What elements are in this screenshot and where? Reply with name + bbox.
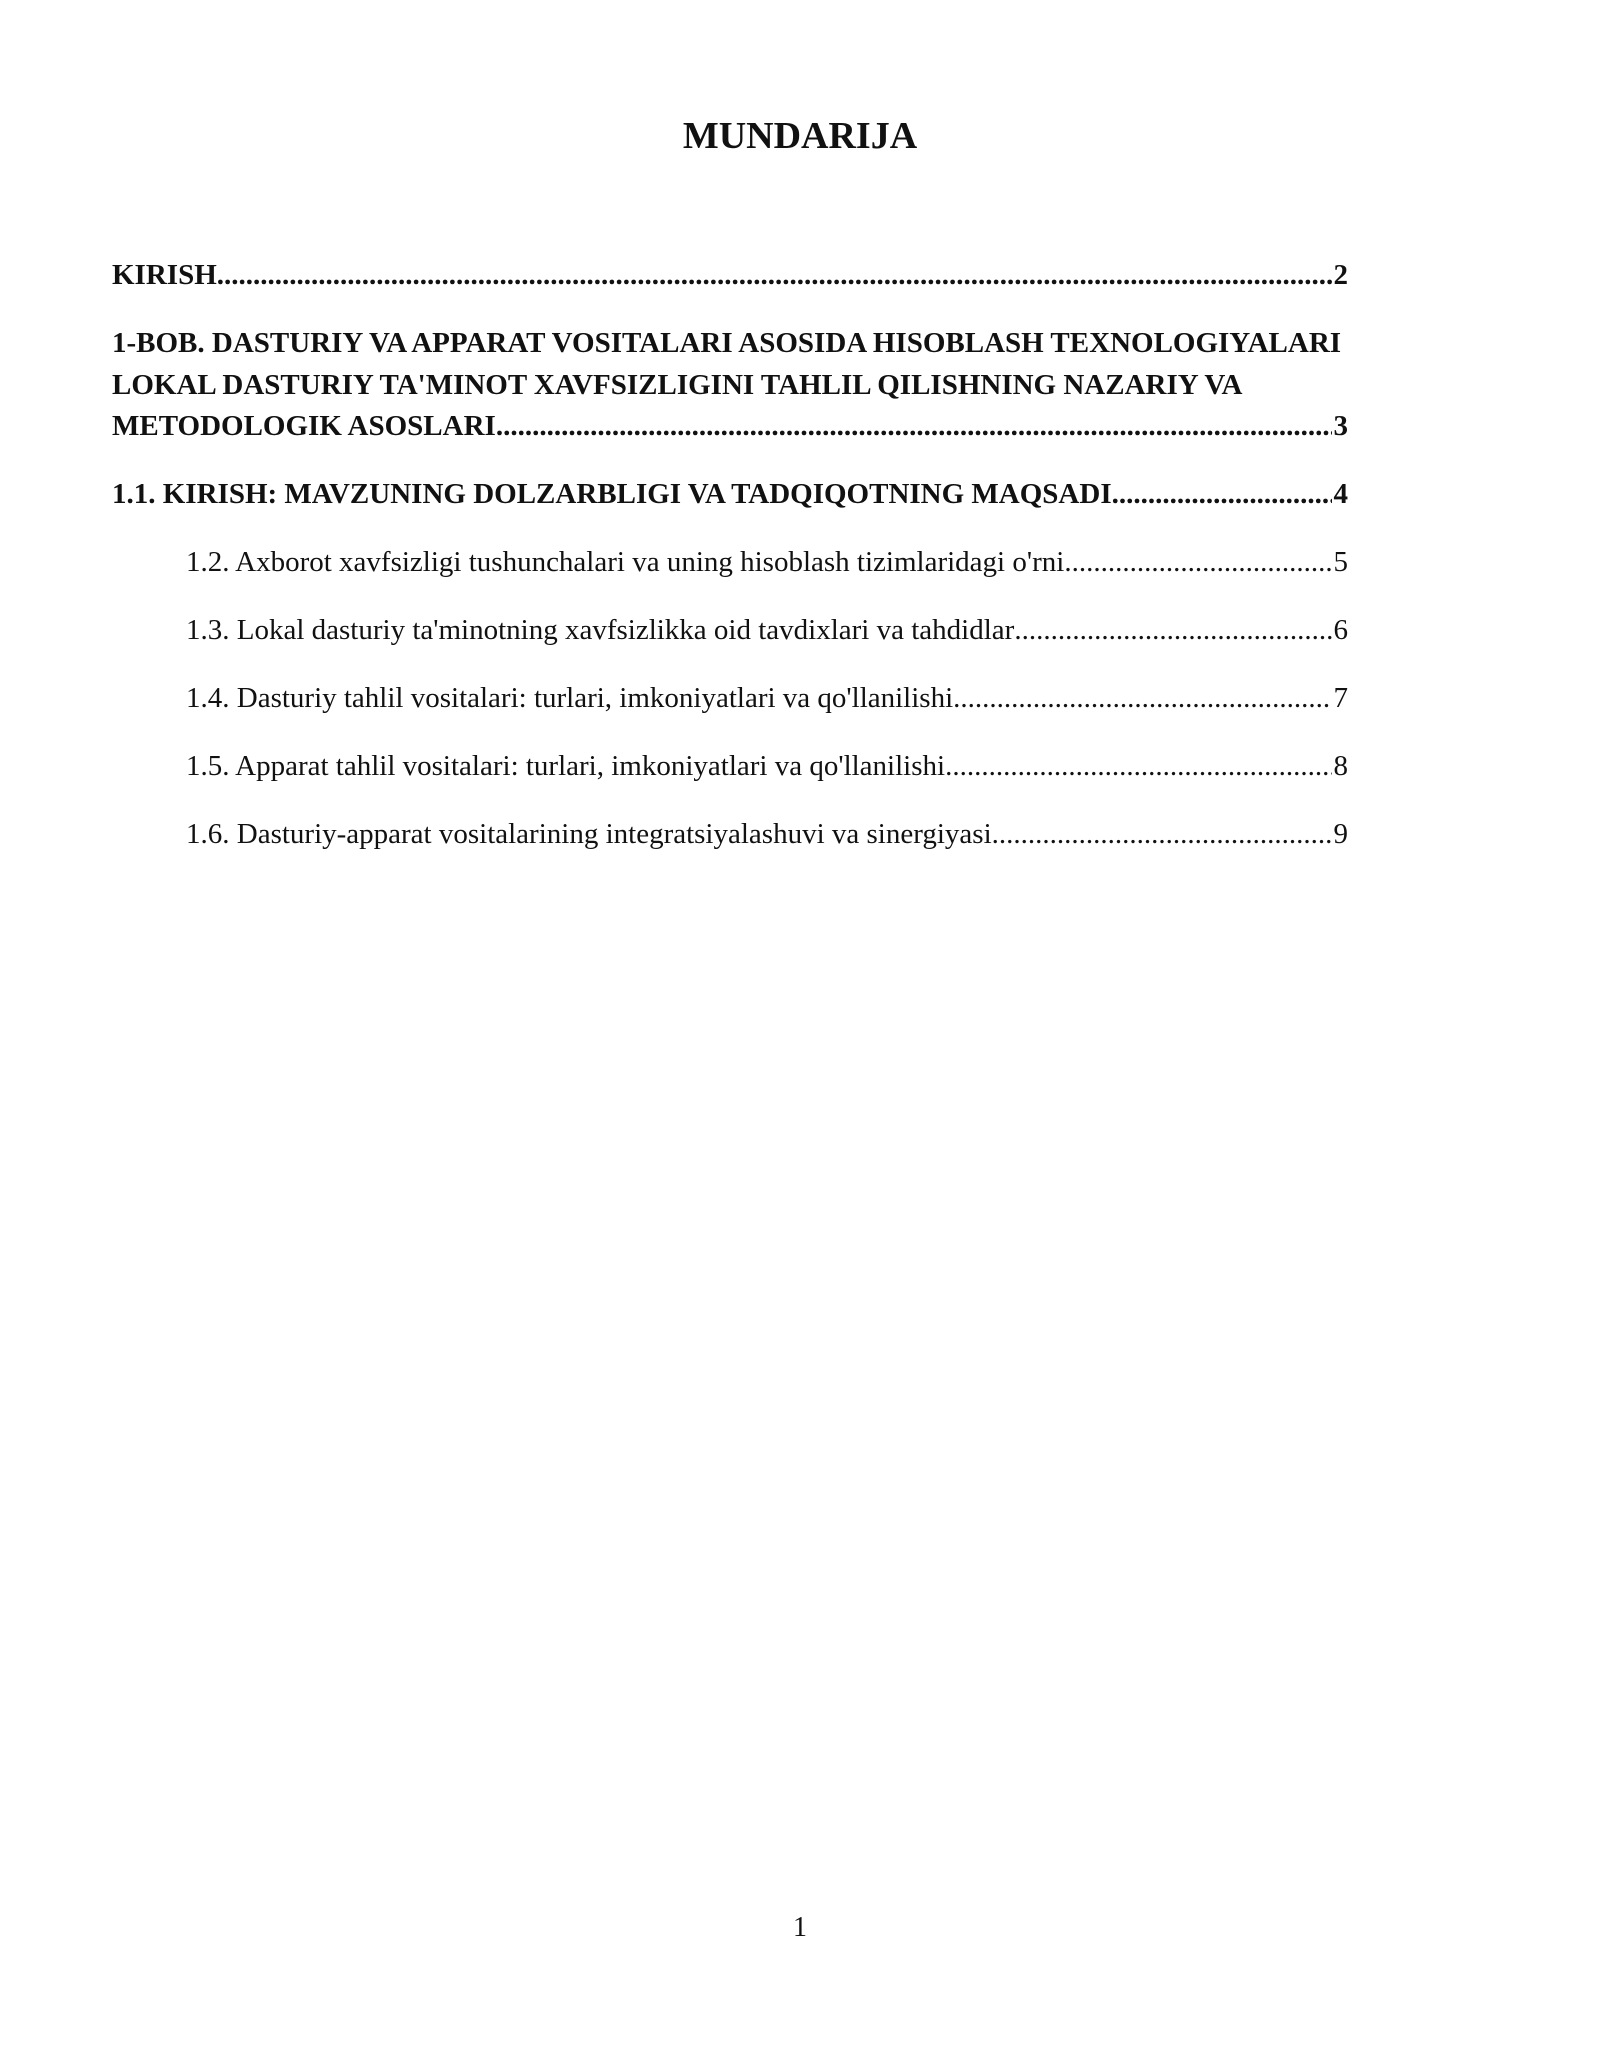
toc-entry-chapter-1[interactable] bbox=[112, 323, 1348, 448]
dot-leader bbox=[496, 406, 1332, 448]
toc-entry-text: METODOLOGIK ASOSLARI bbox=[112, 410, 496, 442]
toc-entry-page: 6 bbox=[1333, 614, 1348, 646]
toc-entry-page: 2 bbox=[1333, 259, 1348, 291]
toc-entry-page: 8 bbox=[1333, 750, 1348, 782]
toc-entry-text: 1.5. Apparat tahlil vositalari: turlari, imkoniyatlari va qo'llanilishi bbox=[186, 750, 946, 782]
toc-entry-page: 9 bbox=[1333, 818, 1348, 850]
toc-entry-1-6[interactable] bbox=[186, 814, 1348, 856]
dot-leader bbox=[1064, 542, 1331, 584]
toc-entry-page: 4 bbox=[1333, 478, 1348, 510]
toc-entry-text: 1.1. KIRISH: MAVZUNING DOLZARBLIGI VA TADQIQOTNING MAQSADI bbox=[112, 478, 1112, 510]
toc-entry-kirish[interactable] bbox=[112, 255, 1348, 297]
toc-entry-text: 1.2. Axborot xavfsizligi tushunchalari va uning hisoblash tizimlaridagi o'rni bbox=[186, 546, 1065, 578]
dot-leader bbox=[953, 678, 1331, 720]
toc-entry-line: LOKAL DASTURIY TA'MINOT XAVFSIZLIGINI TAHLIL QILISHNING NAZARIY VA bbox=[112, 368, 1243, 401]
dot-leader bbox=[945, 746, 1331, 788]
toc-entry-page: 5 bbox=[1333, 546, 1348, 578]
toc-title: MUNDARIJA bbox=[682, 115, 918, 157]
toc-entry-1-1[interactable] bbox=[112, 474, 1348, 516]
toc-entry-line: 1-BOB. DASTURIY VA APPARAT VOSITALARI ASOSIDA HISOBLASH TEXNOLOGIYALARI bbox=[112, 327, 1342, 359]
toc-entry-1-3[interactable] bbox=[186, 610, 1348, 652]
toc-entry-page: 7 bbox=[1333, 682, 1348, 714]
toc-entry-1-4[interactable] bbox=[186, 678, 1348, 720]
dot-leader bbox=[1112, 474, 1332, 516]
toc-entry-text: 1.3. Lokal dasturiy ta'minotning xavfsizlikka oid tavdixlari va tahdidlar bbox=[186, 614, 1015, 646]
toc-entry-page: 3 bbox=[1333, 410, 1348, 442]
toc-entry-1-5[interactable] bbox=[186, 746, 1348, 788]
dot-leader bbox=[217, 255, 1332, 297]
toc-entry-text: 1.4. Dasturiy tahlil vositalari: turlari, imkoniyatlari va qo'llanilishi bbox=[186, 682, 954, 714]
toc-entry-text: 1.6. Dasturiy-apparat vositalarining integratsiyalashuvi va sinergiyasi bbox=[186, 818, 992, 850]
toc-entry-text: KIRISH bbox=[112, 259, 217, 291]
dot-leader bbox=[1014, 610, 1331, 652]
page-number: 1 bbox=[793, 1912, 807, 1943]
toc-entry-1-2[interactable] bbox=[186, 542, 1348, 584]
dot-leader bbox=[992, 814, 1332, 856]
